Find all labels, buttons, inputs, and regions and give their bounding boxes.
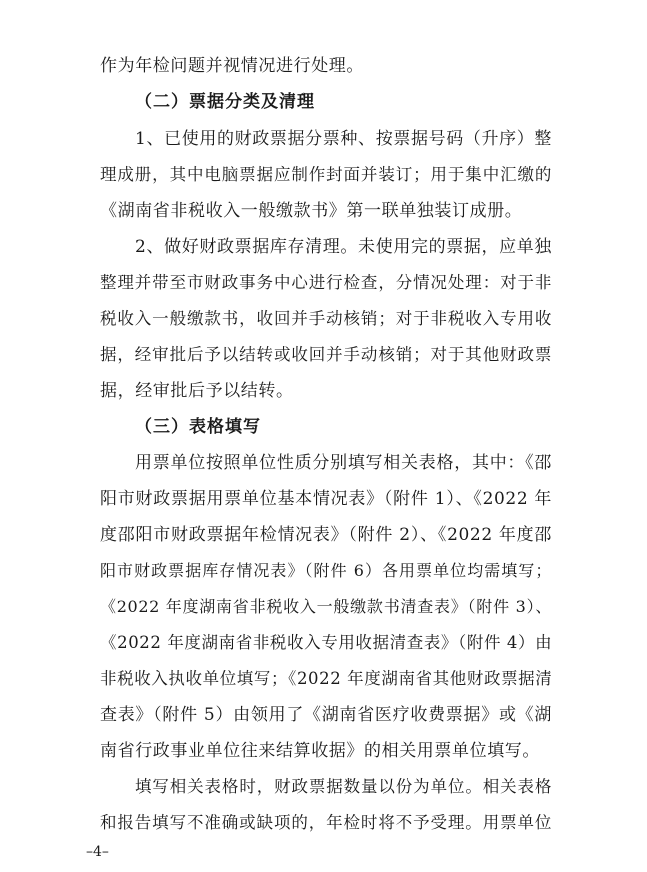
- text-line: 税收入一般缴款书，收回并手动核销；对于非税收入专用收: [100, 309, 552, 328]
- text-line: 1、已使用的财政票据分票种、按票据号码（升序）整: [135, 129, 552, 149]
- text-line: 用票单位按照单位性质分别填写相关表格，其中：《邵: [135, 453, 552, 473]
- text-line: 《湖南省非税收入一般缴款书》第一联单独装订成册。: [100, 201, 523, 221]
- section-heading-3: （三）表格填写: [135, 417, 261, 437]
- text-line: 《2022 年度湖南省非税收入专用收据清查表》（附件 4）由: [100, 633, 553, 652]
- text-line: 阳市财政票据库存情况表》（附件 6）各用票单位均需填写；: [100, 561, 552, 580]
- text-line: 《2022 年度湖南省非税收入一般缴款书清查表》（附件 3）、: [100, 597, 552, 616]
- text-line: 查表》（附件 5）由领用了《湖南省医疗收费票据》或《湖: [100, 705, 552, 725]
- text-line: 据，经审批后予以结转或收回并手动核销；对于其他财政票: [100, 345, 552, 364]
- text-line: 作为年检问题并视情况进行处理。: [100, 56, 364, 76]
- text-line: 度邵阳市财政票据年检情况表》（附件 2）、《2022 年度邵: [100, 525, 552, 545]
- text-line: 阳市财政票据用票单位基本情况表》（附件 1）、《2022 年: [100, 489, 552, 509]
- page-number: –4–: [86, 844, 109, 860]
- text-line: 南省行政事业单位往来结算收据》的相关用票单位填写。: [100, 741, 540, 761]
- section-heading-2: （二）票据分类及清理: [135, 92, 315, 112]
- text-line: 据，经审批后予以结转。: [100, 381, 294, 401]
- text-line: 2、做好财政票据库存清理。未使用完的票据，应单独: [135, 237, 552, 257]
- text-line: 和报告填写不准确或缺项的，年检时将不予受理。用票单位: [100, 813, 552, 832]
- text-line: 填写相关表格时，财政票据数量以份为单位。相关表格: [135, 777, 552, 796]
- text-line: 整理并带至市财政事务中心进行检查，分情况处理：对于非: [100, 273, 552, 292]
- text-line: 非税收入执收单位填写；《2022 年度湖南省其他财政票据清: [100, 669, 553, 688]
- text-line: 理成册，其中电脑票据应制作封面并装订；用于集中汇缴的: [100, 165, 552, 184]
